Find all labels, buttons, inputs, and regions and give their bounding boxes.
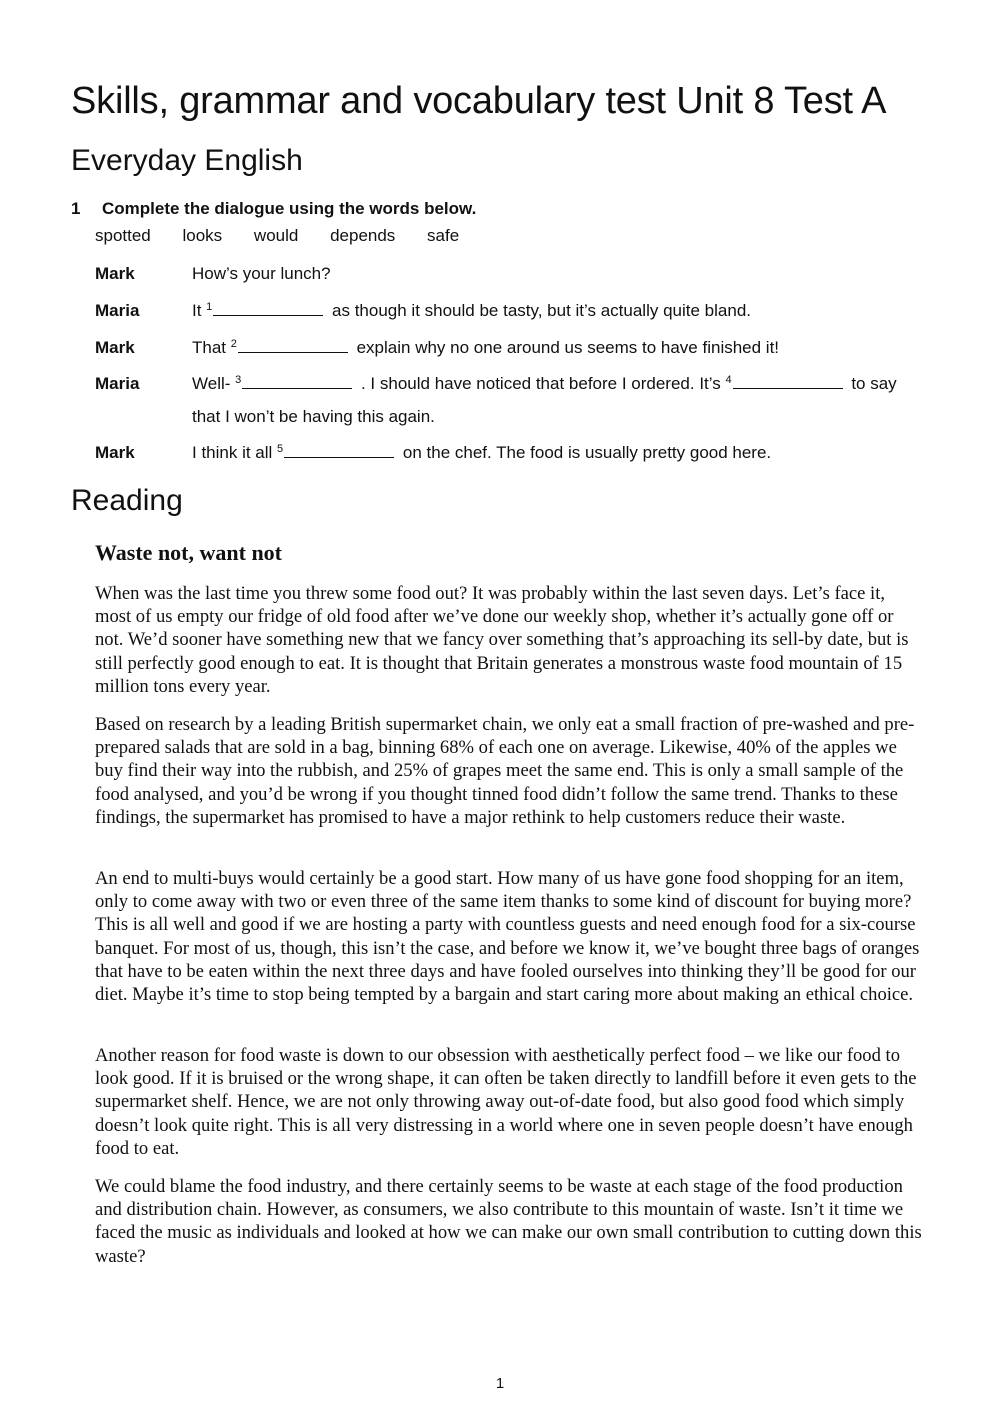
speaker-name: Mark	[95, 443, 135, 462]
instruction-text: Complete the dialogue using the words below.	[102, 199, 477, 218]
speaker-name: Mark	[95, 264, 135, 283]
dialogue-line	[95, 436, 935, 469]
speaker-name: Maria	[95, 374, 140, 393]
reading-heading: Reading	[71, 484, 183, 517]
dialogue-line	[95, 257, 935, 290]
dialogue-text: explain why no one around us seems to have finished it!	[351, 338, 780, 357]
dialogue-line	[95, 367, 935, 433]
answer-blank[interactable]	[238, 338, 348, 353]
dialogue-text: How’s your lunch?	[192, 264, 331, 283]
dialogue-text: that I won’t be having this again.	[192, 407, 435, 426]
dialogue-text: I think it all	[192, 443, 278, 462]
answer-blank[interactable]	[242, 374, 352, 389]
article-title: Waste not, want not	[95, 540, 283, 565]
dialogue-line	[95, 294, 935, 327]
dialogue-line	[95, 331, 935, 364]
everyday-english-heading: Everyday English	[71, 144, 303, 177]
dialogue-text: That	[192, 338, 231, 357]
dialogue-text: as though it should be tasty, but it’s actually quite bland.	[327, 301, 751, 320]
dialogue-text: on the chef. The food is usually pretty good here.	[398, 443, 772, 462]
page-number: 1	[495, 1375, 505, 1392]
word-bank-item: would	[253, 226, 299, 245]
word-bank-item: spotted	[95, 226, 151, 245]
gap-number: 5	[277, 443, 284, 455]
article-paragraph: An end to multi-buys would certainly be a good start. How many of us have gone food shopping for an item, only to come away with two or even three of the same item thanks to some kind of discount for buying more? This is all well and good if we are hosting a party with countless guests and need enough food for a six-course banquet. For most of us, though, this isn’t the case, and before we know it, we’ve bought three bags of oranges that have to be eaten within the next three days and have fooled ourselves into thinking they’ll be good for our diet. Maybe it’s time to stop being tempted by a bargain and start caring more about making an ethical choice.	[95, 868, 920, 1006]
article-paragraph: Another reason for food waste is down to our obsession with aesthetically perfect food – we like our food to look good. If it is bruised or the wrong shape, it can often be taken directly to landfill before it even gets to the supermarket shelf. Hence, we are not only throwing away out-of-date food, but also good food which simply doesn’t look quite right. This is all very distressing in a world where one in seven people doesn’t have enough food to eat.	[95, 1045, 917, 1159]
answer-blank[interactable]	[733, 374, 843, 389]
speaker-name: Mark	[95, 338, 135, 357]
answer-blank[interactable]	[213, 301, 323, 316]
speaker-name: Maria	[95, 301, 140, 320]
exercise-number: 1	[71, 199, 81, 218]
gap-number: 2	[230, 338, 237, 350]
dialogue-text: It	[192, 301, 207, 320]
gap-number: 4	[725, 374, 732, 386]
dialogue-text: to say	[846, 374, 897, 393]
dialogue-text: Well-	[192, 374, 236, 393]
gap-number: 1	[206, 301, 213, 313]
word-bank-item: safe	[427, 226, 460, 245]
article-paragraph: We could blame the food industry, and there certainly seems to be waste at each stage of the food production and distribution chain. However, as consumers, we also contribute to this mountain of waste. Isn’t it time we faced the music as individuals and looked at how we can make our own small contribution to cutting down this waste?	[95, 1176, 922, 1267]
word-bank-item: looks	[182, 226, 223, 245]
gap-number: 3	[235, 374, 242, 386]
dialogue-text: . I should have noticed that before I ordered. It’s	[356, 374, 726, 393]
word-bank	[95, 226, 486, 246]
article-paragraph: When was the last time you threw some food out? It was probably within the last seven days. Let’s face it, most of us empty our fridge of old food after we’ve done our weekly shop, whether it’s actually gone off or not. We’d sooner have something new that we fancy over something that’s approaching its sell-by date, but is still perfectly good enough to eat. It is thought that Britain generates a monstrous waste food mountain of 15 million tons every year.	[95, 583, 909, 697]
exercise-instruction	[71, 199, 476, 219]
word-bank-item: depends	[330, 226, 396, 245]
article-paragraph: Based on research by a leading British supermarket chain, we only eat a small fraction of pre-washed and pre-prepared salads that are sold in a bag, binning 68% of each one on average. Likewise, 40% of the apples we buy find their way into the rubbish, and 25% of grapes meet the same end. This is only a small sample of the food analysed, and you’d be wrong if you thought tinned food didn’t follow the same trend. Thanks to these findings, the supermarket has promised to have a major rethink to help customers reduce their waste.	[95, 714, 915, 828]
answer-blank[interactable]	[284, 443, 394, 458]
page-title: Skills, grammar and vocabulary test Unit 8 Test A	[71, 80, 887, 122]
